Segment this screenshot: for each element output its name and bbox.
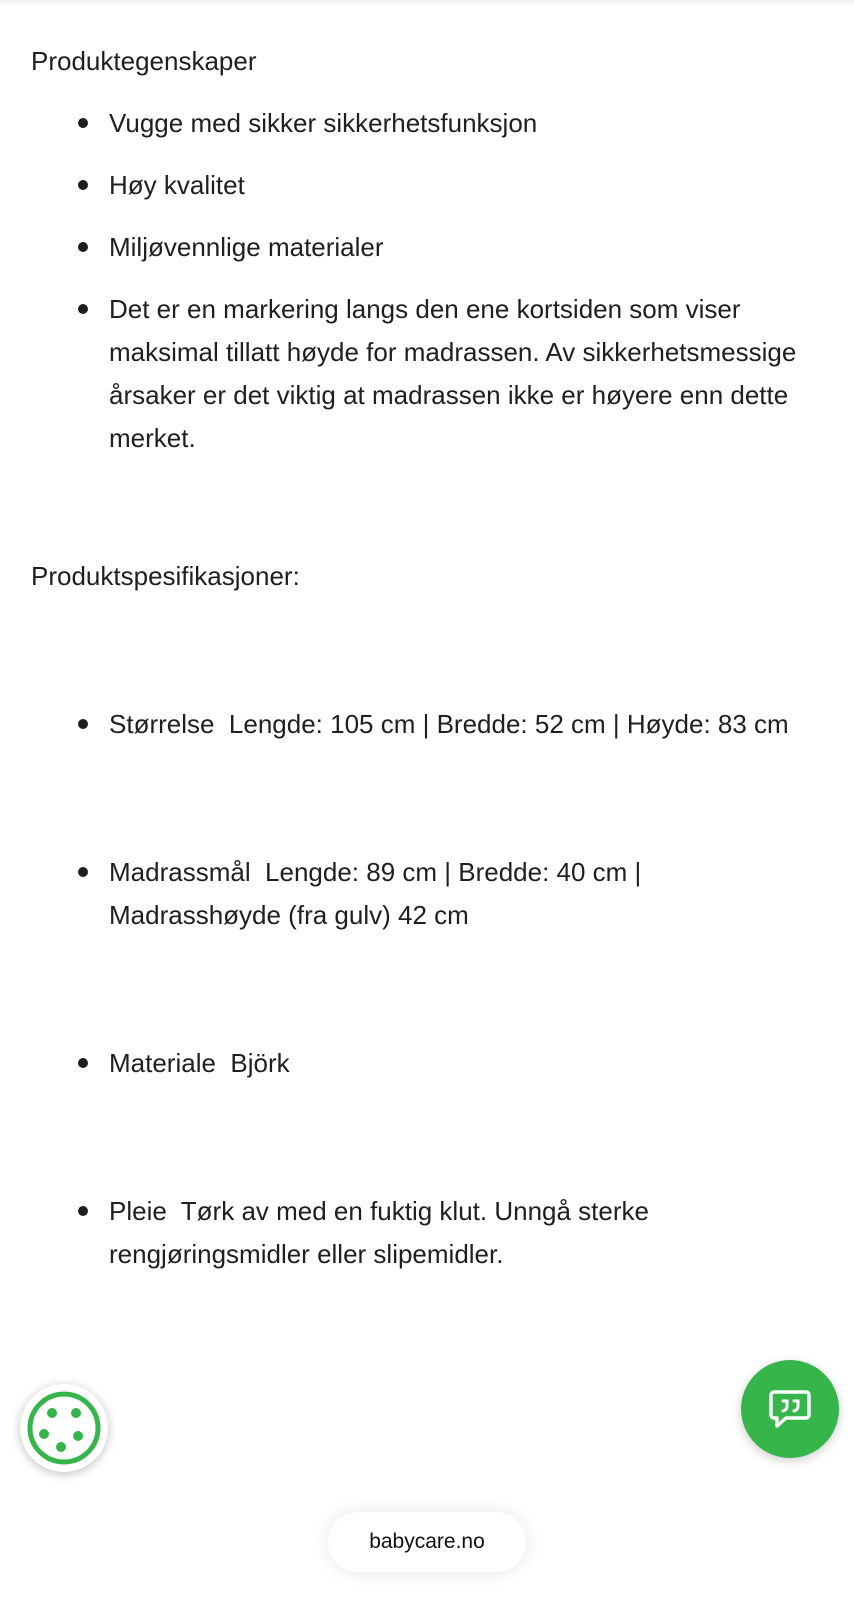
chat-button[interactable] (741, 1360, 839, 1458)
product-description (31, 40, 821, 1488)
specifications-list-item: Materiale Björk (31, 1042, 821, 1085)
top-edge (0, 0, 854, 6)
features-heading: Produktegenskaper (31, 46, 257, 76)
features-list-item: Høy kvalitet (31, 164, 821, 207)
features-list-item: Det er en markering langs den ene kortsiden som viser maksimal tillatt høyde for madrassen. Av sikkerhetsmessige årsaker er det viktig at madrassen ikke er høyere enn dette merket. (31, 288, 821, 460)
features-list-item: Miljøvennlige materialer (31, 226, 821, 269)
address-bar[interactable] (328, 1512, 526, 1572)
specifications-list-item: Madrassmål Lengde: 89 cm | Bredde: 40 cm | Madrasshøyde (fra gulv) 42 cm (31, 851, 821, 937)
chat-quote-icon (768, 1388, 812, 1430)
specifications-list-item: Størrelse Lengde: 105 cm | Bredde: 52 cm | Høyde: 83 cm (31, 703, 821, 746)
cookie-settings-button[interactable] (20, 1384, 108, 1472)
specifications-heading: Produktspesifikasjoner: (31, 561, 300, 591)
features-list (31, 102, 821, 460)
specifications-list (31, 598, 821, 1362)
cookie-icon (25, 1389, 103, 1467)
url-text: babycare.no (369, 1530, 485, 1553)
specifications-list-item: Pleie Tørk av med en fuktig klut. Unngå sterke rengjøringsmidler eller slipemidler. (31, 1190, 821, 1276)
features-list-item: Vugge med sikker sikkerhetsfunksjon (31, 102, 821, 145)
